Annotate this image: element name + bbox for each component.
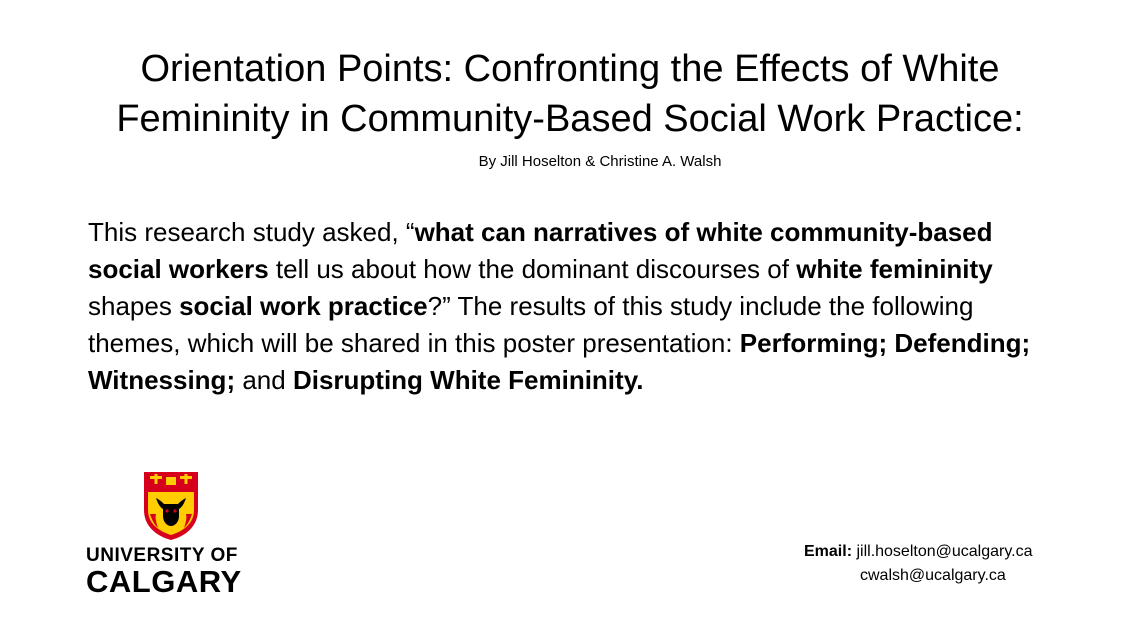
university-logo: [86, 470, 258, 600]
byline-text: By Jill Hoselton & Christine A. Walsh: [478, 153, 722, 170]
email-link-2[interactable]: cwalsh@ucalgary.ca: [860, 567, 1006, 584]
body-text-2: tell us about how the dominant discourses of: [268, 254, 797, 284]
body-text-1: This research study asked, “: [88, 217, 415, 247]
logo-text-university-of: UNIVERSITY OF: [86, 545, 238, 566]
body-bold-themes: Performing; Defending; Witnessing;: [88, 328, 1031, 395]
contact-row-2: [780, 564, 1100, 588]
slide-title: [40, 44, 1100, 144]
title-line-2: Femininity in Community-Based Social Work Practice:: [116, 98, 1024, 140]
email-label: Email:: [804, 543, 853, 560]
body-text-5: and: [235, 365, 293, 395]
body-bold-research-question: what can narratives of white community-based social workers: [88, 217, 993, 284]
email-link-1[interactable]: jill.hoselton@ucalgary.ca: [856, 543, 1033, 560]
contact-row-1: [780, 540, 1100, 564]
body-bold-disrupting: Disrupting White Femininity.: [292, 365, 644, 395]
title-line-1: Orientation Points: Confronting the Effects of White: [140, 48, 1000, 90]
body-bold-social-work-practice: social work practice: [179, 291, 428, 321]
body-text-3: shapes: [88, 291, 180, 321]
logo-text-calgary: CALGARY: [86, 564, 242, 599]
contact-info: [780, 540, 1100, 588]
body-paragraph: [88, 214, 1048, 399]
body-text-4: ?” The results of this study include the following themes, which will be shared in this poster presentation:: [88, 291, 974, 358]
body-bold-white-femininity: white femininity: [796, 254, 993, 284]
author-byline: [0, 152, 1140, 172]
university-crest-icon: [142, 470, 200, 542]
